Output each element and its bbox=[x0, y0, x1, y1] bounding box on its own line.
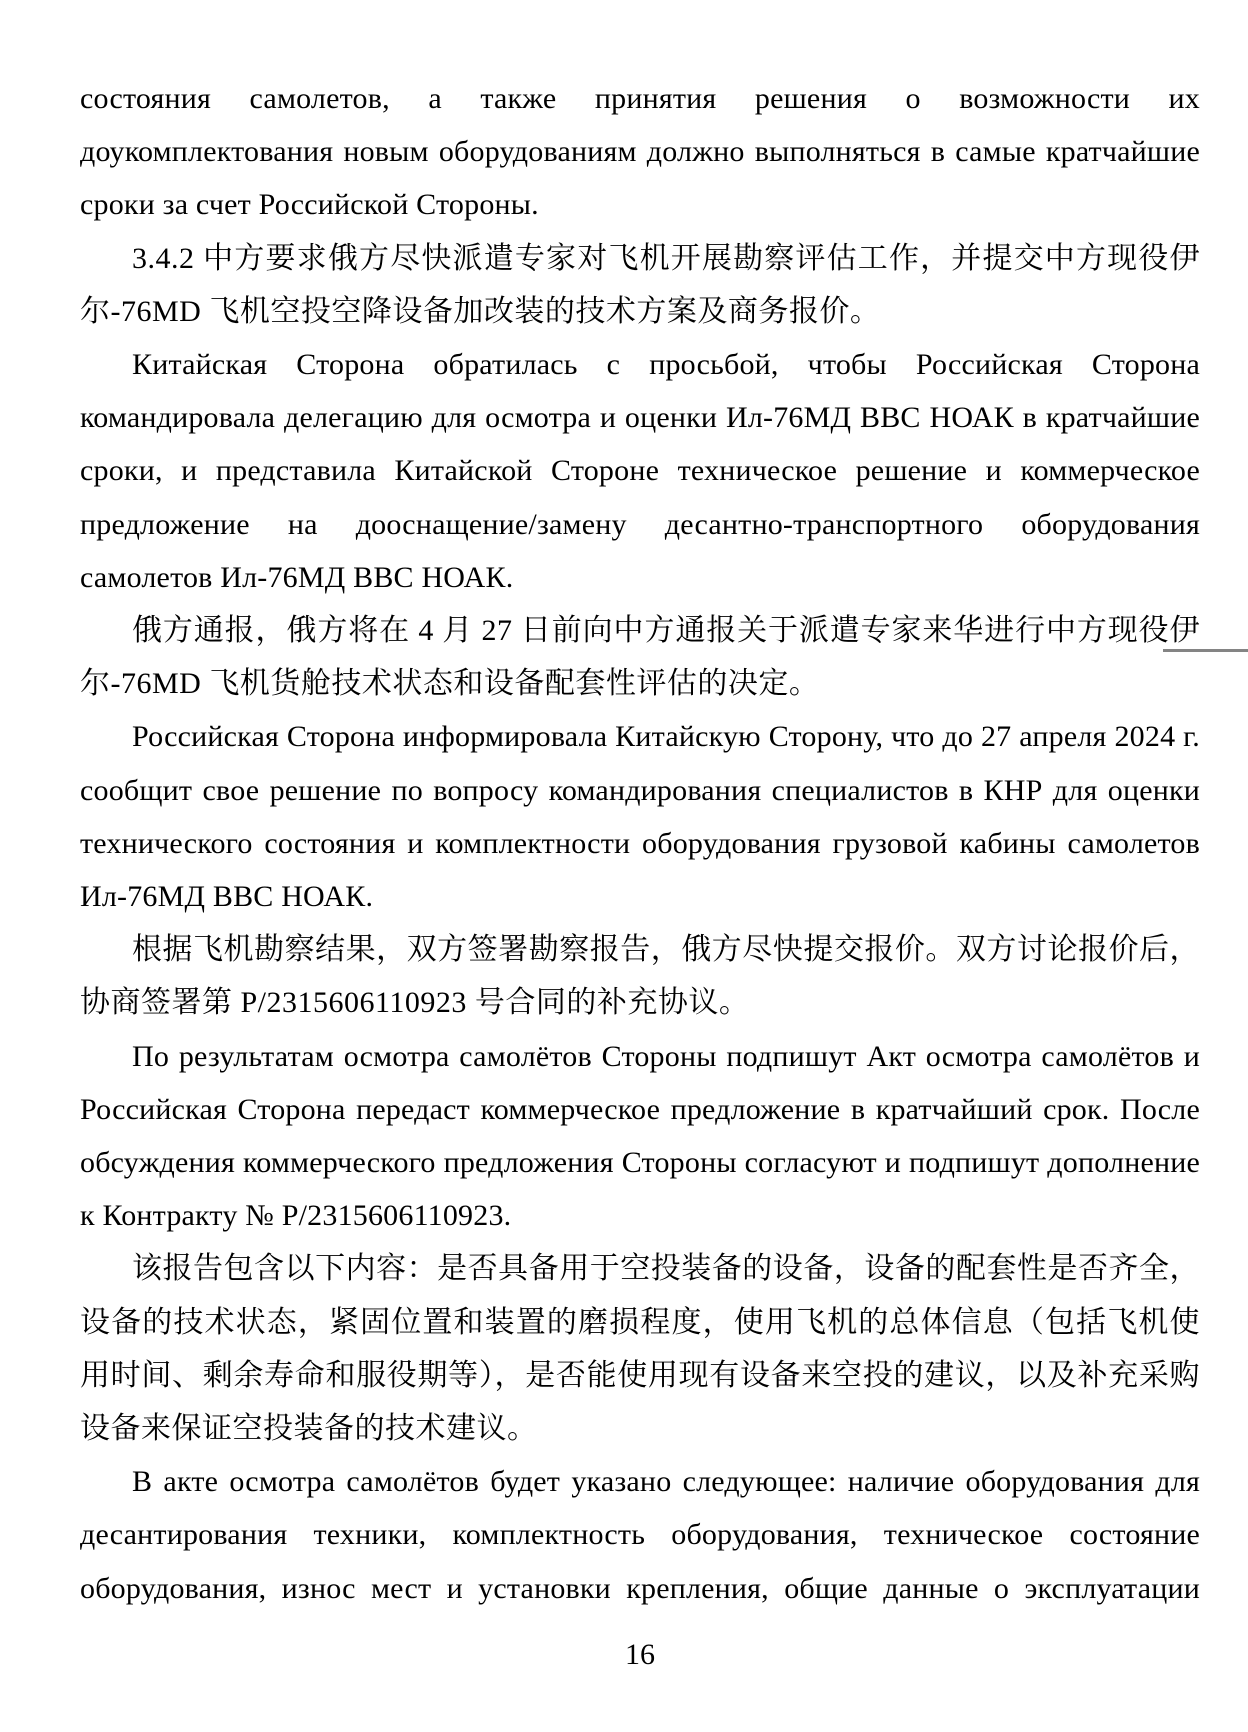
paragraph-ru-continuation: состояния самолетов, а также принятия решения о возможности их доукомплектования новым оборудованиям должно выполняться в самые кратчайшие сроки за счет Российской Стороны. bbox=[80, 82, 1200, 222]
paragraph-zh-report-contents: 该报告包含以下内容：是否具备用于空投装备的设备，设备的配套性是否齐全，设备的技术状态，紧固位置和装置的磨损程度，使用飞机的总体信息（包括飞机使用时间、剩余寿命和服役期等），是否能使用现有设备来空投的建议，以及补充采购设备来保证空投装备的技术建议。 bbox=[80, 1252, 1200, 1446]
right-margin-scan-artifact-line bbox=[1163, 649, 1248, 652]
paragraph-zh-survey-report-contract: 根据飞机勘察结果，双方签署勘察报告，俄方尽快提交报价。双方讨论报价后，协商签署第 P/2315606110923 号合同的补充协议。 bbox=[80, 933, 1200, 1020]
paragraph-ru-inspection-act: По результатам осмотра самолётов Стороны подпишут Акт осмотра самолётов и Российская Сторона передаст коммерческое предложение в кратчайший срок. После обсуждения коммерческого предложения Стороны согласуют и подпишут дополнение к Контракту № P/2315606110923. bbox=[80, 1039, 1200, 1233]
paragraph-ru-russian-side-informed: Российская Сторона информировала Китайскую Сторону, что до 27 апреля 2024 г. сообщит свое решение по вопросу командирования специалистов в КНР для оценки технического состояния и комплектности оборудования грузовой кабины самолетов Ил-76МД ВВС НОАК. bbox=[80, 720, 1200, 914]
page-number: 16 bbox=[625, 1638, 655, 1671]
paragraph-zh-clause-3-4-2: 3.4.2 中方要求俄方尽快派遣专家对飞机开展勘察评估工作，并提交中方现役伊尔-76MD 飞机空投空降设备加改装的技术方案及商务报价。 bbox=[80, 241, 1200, 328]
paragraph-ru-act-contents: В акте осмотра самолётов будет указано следующее: наличие оборудования для десантирования техники, комплектность оборудования, техническое состояние оборудования, износ мест и установки крепления, общие данные о эксплуатации bbox=[80, 1465, 1200, 1605]
paragraph-zh-russian-side-notice: 俄方通报，俄方将在 4 月 27 日前向中方通报关于派遣专家来华进行中方现役伊尔-76MD 飞机货舱技术状态和设备配套性评估的决定。 bbox=[80, 614, 1200, 701]
page-body-text bbox=[80, 72, 1200, 1615]
paragraph-ru-chinese-side-request: Китайская Сторона обратилась с просьбой, чтобы Российская Сторона командировала делегацию для осмотра и оценки Ил-76МД ВВС НОАК в кратчайшие сроки, и представила Китайской Стороне техническое решение и коммерческое предложение на дооснащение/замену десантно-транспортного оборудования самолетов Ил-76МД ВВС НОАК. bbox=[80, 348, 1200, 594]
